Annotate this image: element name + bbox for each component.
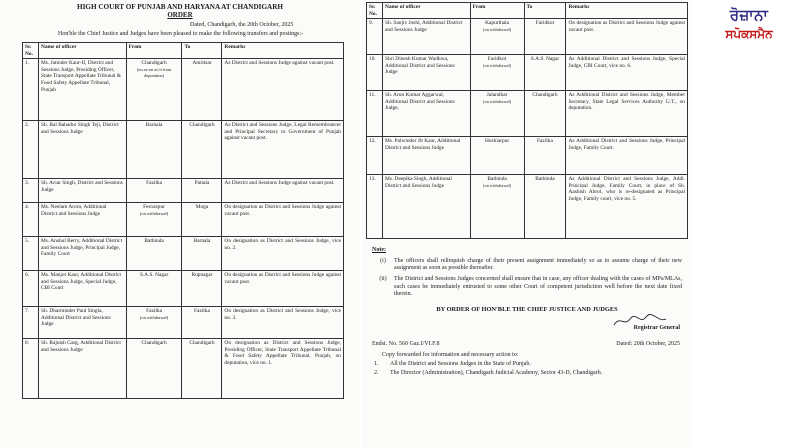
note-item	[372, 258, 682, 273]
court-heading: HIGH COURT OF PUNJAB AND HARYANA AT CHANDIGARH	[76, 3, 284, 11]
row-remarks: As District and Sessions Judge, Legal Remembrancer and Principal Secretary to Government of Punjab against vacant post.	[222, 121, 344, 179]
notes-section	[372, 247, 682, 299]
row-sr: 8.	[23, 339, 39, 399]
transfer-table-left	[22, 42, 344, 399]
order-page-right	[362, 0, 692, 448]
header-name: Name of officer	[38, 43, 126, 59]
row-to: Chandigarh	[524, 91, 566, 137]
row-from	[126, 59, 182, 121]
from-note: (on as-on as-it from deputation)	[136, 66, 172, 79]
row-remarks: As District and Sessions Judge against vacant post.	[222, 59, 344, 121]
row-sr: 2.	[23, 121, 39, 179]
note-number: (i)	[380, 257, 386, 264]
from-place: Bathinda	[487, 176, 507, 183]
table-row	[23, 121, 344, 179]
from-place: Faridkot	[487, 56, 507, 63]
row-remarks: As Additional District and Sessions Judge, Member Secretary, State Legal Services Authority U.T., on deputation.	[566, 91, 688, 137]
row-remarks: On designation as District and Sessions Judge, vice no. 2.	[222, 237, 344, 271]
row-name: Sh. Aviar Singh, District and Sessions Judge	[38, 179, 126, 203]
from-place: Fazilka	[146, 180, 162, 187]
from-place: Jalandhar	[486, 92, 508, 99]
header-remarks: Remarks	[566, 3, 688, 19]
header-remarks: Remarks	[222, 43, 344, 59]
row-to: Fazilka	[524, 137, 566, 175]
list-item	[374, 361, 680, 369]
row-name: Sh. Sanjiv Joshi, Additional District and Sessions Judge	[382, 19, 470, 55]
row-from	[126, 271, 182, 307]
from-note: (on withdrawal)	[482, 62, 512, 68]
row-from	[470, 91, 524, 137]
row-name: Sh. Rajnish Garg, Additional District and Sessions Judge	[38, 339, 126, 399]
recipient-text: The Director (Administration), Chandigarh Judicial Academy, Sector 43-D, Chandigarh.	[390, 370, 603, 377]
row-remarks: As Additional District and Sessions Judge, Principal Judge, Family Court.	[566, 137, 688, 175]
header-from: From	[126, 43, 182, 59]
row-remarks: On designation as District and Sessions Judge, vice no. 3.	[222, 307, 344, 339]
header-from: From	[470, 3, 524, 19]
recipient-number: 1.	[374, 360, 379, 367]
row-remarks: As District and Sessions Judge against vacant post.	[222, 179, 344, 203]
header-to: To	[182, 43, 222, 59]
row-remarks: As Additional District and Sessions Judge, Special Judge, CBI Court, vice no. 6.	[566, 55, 688, 91]
order-page-left	[0, 0, 360, 448]
row-sr: 6.	[23, 271, 39, 307]
from-place: Chandigarh	[141, 340, 167, 347]
row-sr: 5.	[23, 237, 39, 271]
row-from	[126, 339, 182, 399]
row-to: S.A.S. Nagar	[524, 55, 566, 91]
note-text: The officers shall relinquish charge of their present assignment immediately so as to assume charge of their new assignment as soon as possible thereafter.	[394, 257, 682, 272]
row-name: Sh. Bal Bahadur Singh Teji, District and Sessions Judge	[38, 121, 126, 179]
row-to: Faridkot	[524, 19, 566, 55]
order-date: Dated, Chandigarh, the 20th October, 2025	[190, 22, 294, 28]
row-to: Chandigarh	[182, 121, 222, 179]
row-remarks: On designation as District and Sessions Judge, Presiding Officer, State Transport Appellate Tribunal & Food Safety Appellate Tribunal, Punjab, on deputation, vice no. 1.	[222, 339, 344, 399]
row-to: Barnala	[182, 237, 222, 271]
row-from	[470, 137, 524, 175]
row-from	[470, 175, 524, 239]
row-sr: 12.	[367, 137, 383, 175]
intro-paragraph: Hon'ble the Chief Justice and Judges have been pleased to make the following transfers and postings:-	[58, 31, 304, 37]
table-header-row	[23, 43, 344, 59]
row-to: Patiala	[182, 179, 222, 203]
from-note: (on withdrawal)	[482, 182, 512, 188]
row-name: Ms. Manjot Kaur, Additional District and Sessions Judge, Special Judge, CBI Court	[38, 271, 126, 307]
from-note: (on withdrawal)	[482, 98, 512, 104]
note-number: (ii)	[379, 275, 387, 282]
header-to: To	[524, 3, 566, 19]
newspaper-logo	[700, 2, 798, 54]
row-name: Ms. Deepika Singh, Additional District and Sessions Judge	[382, 175, 470, 239]
row-from	[126, 203, 182, 237]
row-remarks: On designation as District and Sessions Judge against vacant post.	[222, 203, 344, 237]
copy-forwarded-line: Copy forwarded for information and necessary action to:	[382, 351, 519, 358]
endorsement-date: Dated: 20th October, 2025	[616, 340, 680, 347]
row-to: Rupnagar	[182, 271, 222, 307]
row-to: Chandigarh	[182, 339, 222, 399]
row-sr: 1.	[23, 59, 39, 121]
table-row	[23, 203, 344, 237]
row-to: Amritsar	[182, 59, 222, 121]
row-from	[126, 179, 182, 203]
row-remarks: On designation as District and Sessions Judge against vacant post.	[222, 271, 344, 307]
signature-block	[362, 313, 692, 335]
row-sr: 11.	[367, 91, 383, 137]
from-note: (on withdrawal)	[482, 26, 512, 32]
recipient-text: All the District and Sessions Judges in the State of Punjab.	[390, 360, 531, 367]
from-note: (on withdrawal)	[139, 314, 169, 320]
table-row	[23, 59, 344, 121]
header-name: Name of officer	[382, 3, 470, 19]
row-sr: 4.	[23, 203, 39, 237]
logo-title: ਰੋਜ਼ਾਨਾ	[729, 6, 769, 24]
row-from	[126, 237, 182, 271]
row-from	[470, 55, 524, 91]
table-row	[23, 237, 344, 271]
row-to: Fazilka	[182, 307, 222, 339]
from-place: Hoshiarpur	[484, 138, 510, 145]
row-name: Shri Dinesh Kumar Wadhwa, Additional District and Sessions Judge	[382, 55, 470, 91]
row-sr: 13.	[367, 175, 383, 239]
row-name: Ms. Palwinder Jit Kaur, Additional District and Sessions Judge	[382, 137, 470, 175]
row-to: Moga	[182, 203, 222, 237]
table-row	[23, 179, 344, 203]
note-item	[372, 276, 682, 299]
table-header-row	[367, 3, 688, 19]
from-place: Chandigarh	[141, 60, 167, 67]
table-row	[367, 55, 688, 91]
row-sr: 3.	[23, 179, 39, 203]
table-row	[23, 271, 344, 307]
from-place: Bathinda	[144, 238, 164, 245]
signatory-title: Registrar General	[633, 324, 680, 331]
from-note: (on withdrawal)	[139, 210, 169, 216]
endorsement-line	[372, 341, 680, 347]
from-place: Ferozepur	[143, 204, 165, 211]
table-row	[367, 19, 688, 55]
table-row	[367, 137, 688, 175]
row-sr: 10.	[367, 55, 383, 91]
row-to: Bathinda	[524, 175, 566, 239]
note-text: The District and Sessions Judges concerned shall ensure that in case, any officer dealing with the cases of MPs/MLAs, such cases be immediately entrusted to some other Court of competent jurisdiction well before the next date fixed therein.	[394, 275, 682, 298]
table-row	[367, 175, 688, 239]
header-sr: Sr. No.	[367, 3, 383, 19]
list-item	[374, 370, 680, 378]
recipient-number: 2.	[374, 370, 379, 377]
recipient-list	[374, 361, 680, 378]
endorsement-number: Endst. No. 560 Gaz.I/VI.F.8	[372, 340, 440, 347]
row-remarks: As Additional District and Sessions Judge, Addl. Principal Judge, Family Court, in place of Sh. Aashish Abrol, who is re-designated as Principal Judge, Family court, vice no. 5.	[566, 175, 688, 239]
from-place: Barnala	[145, 122, 163, 129]
table-row	[23, 307, 344, 339]
header-sr: Sr. No.	[23, 43, 39, 59]
row-remarks: On designation as District and Sessions Judge against vacant post.	[566, 19, 688, 55]
table-row	[23, 339, 344, 399]
row-name: Ms. Anshul Berry, Additional District and Sessions Judge, Principal Judge, Family Court	[38, 237, 126, 271]
order-heading: ORDER	[167, 11, 193, 19]
by-order-line: BY ORDER OF HON'BLE THE CHIEF JUSTICE AND JUDGES	[436, 305, 618, 313]
row-name: Ms. Neelam Arora, Additional District and Sessions Judge	[38, 203, 126, 237]
row-name: Sh. Dharminder Paul Singla, Additional District and Sessions Judge	[38, 307, 126, 339]
from-place: Fazilka	[146, 308, 162, 315]
from-place: Kapurthala	[485, 20, 510, 27]
row-name: Sh. Arun Kumar Aggarwal, Additional District and Sessions Judge,	[382, 91, 470, 137]
row-from	[126, 121, 182, 179]
note-label: Note:	[372, 247, 386, 254]
row-sr: 7.	[23, 307, 39, 339]
row-name: Ms. Jatinder Kaur-II, District and Sessions Judge, Presiding Officer, State Transport Appellate Tribunal & Food Safety Appellate Tribunal, Punjab	[38, 59, 126, 121]
row-sr: 9.	[367, 19, 383, 55]
row-from	[126, 307, 182, 339]
row-from	[470, 19, 524, 55]
transfer-table-right	[366, 2, 688, 239]
logo-subtitle: ਸਪੋਕਸਮੈਨ	[725, 27, 773, 41]
from-place: S.A.S. Nagar	[139, 272, 169, 279]
table-row	[367, 91, 688, 137]
